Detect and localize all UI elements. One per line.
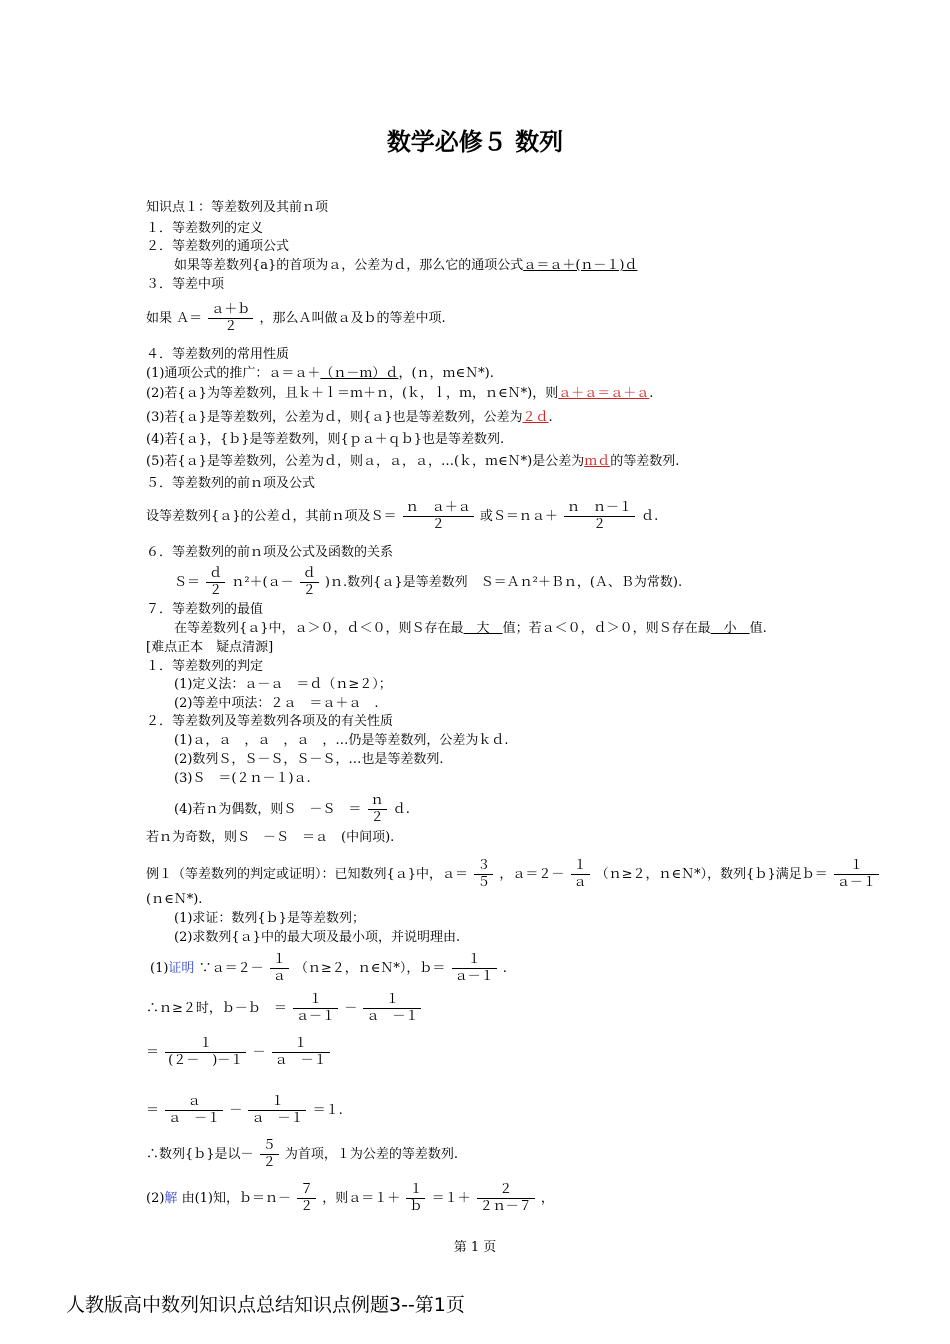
text-line bbox=[146, 454, 679, 470]
numerator: ｎ bbox=[368, 793, 387, 810]
text-span: (4)若ｎ为偶数，则Ｓ －Ｓ ＝ bbox=[174, 802, 362, 817]
answer-blank: ａ＋ａ＝ａ＋ａ bbox=[558, 386, 650, 401]
denominator: ２ bbox=[262, 1155, 276, 1170]
text-span: 值；若ａ＜０，ｄ＞０，则Ｓ存在最 bbox=[502, 621, 711, 636]
fraction bbox=[260, 1138, 279, 1171]
formula-line bbox=[174, 793, 410, 826]
text-line: ６．等差数列的前ｎ项及公式及函数的关系 bbox=[146, 545, 394, 560]
text-span: ＝ bbox=[146, 1045, 160, 1060]
text-span: 为首项，１为公差的等差数列. bbox=[284, 1147, 458, 1162]
text-span: ＝ bbox=[146, 1103, 160, 1118]
text-span: . bbox=[502, 961, 507, 976]
text-line: (2)求数列{ａ}中的最大项及最小项，并说明理由. bbox=[174, 930, 461, 945]
text-line: ７．等差数列的最值 bbox=[146, 602, 264, 617]
fraction bbox=[406, 1182, 425, 1215]
text-span: 如果 Ａ＝ bbox=[146, 311, 203, 326]
formula-line bbox=[146, 1182, 554, 1215]
text-span: Ｓ＝ bbox=[174, 575, 201, 590]
denominator: ａ －１ bbox=[274, 1053, 327, 1068]
text-line: (1)求证：数列{ｂ}是等差数列； bbox=[174, 911, 365, 926]
fraction bbox=[477, 1182, 535, 1215]
text-line: (3)Ｓ ＝(２ｎ－１)ａ. bbox=[174, 771, 311, 786]
denominator: ２ bbox=[593, 517, 607, 532]
text-span: 设等差数列{ａ}的公差ｄ，其前ｎ项及Ｓ＝ bbox=[146, 509, 397, 524]
answer-blank: 小 bbox=[710, 621, 750, 636]
text-line: １．等差数列的定义 bbox=[146, 221, 264, 236]
text-line: (ｎ∈Ｎ*). bbox=[146, 892, 203, 907]
fraction bbox=[403, 500, 474, 533]
text-line bbox=[174, 621, 767, 637]
denominator: ａ －１ bbox=[366, 1009, 419, 1024]
section-heading: 知识点１：等差数列及其前ｎ项 bbox=[146, 200, 329, 215]
answer-blank: （ｎ－ｍ）ｄ bbox=[320, 366, 399, 381]
fraction bbox=[293, 992, 338, 1025]
fraction bbox=[272, 1036, 330, 1069]
answer-blank: ｍｄ bbox=[584, 454, 611, 469]
numerator: １ bbox=[293, 992, 338, 1009]
fraction bbox=[165, 1094, 223, 1127]
text-line: 若ｎ为奇数，则Ｓ －Ｓ ＝ａ (中间项). bbox=[146, 830, 395, 845]
fraction bbox=[452, 952, 497, 985]
text-span: ＝１＋ bbox=[431, 1191, 471, 1206]
text-span: }的首项为ａ，公差为ｄ，那么它的通项公式 bbox=[268, 258, 524, 273]
text-line: ３．等差中项 bbox=[146, 277, 225, 292]
formula-line bbox=[174, 566, 682, 599]
text-span: 如果等差数列{a bbox=[174, 258, 269, 273]
fraction bbox=[270, 952, 289, 985]
formula-line bbox=[146, 858, 881, 891]
text-line bbox=[146, 410, 553, 426]
text-span: (5)若{ａ}是等差数列，公差为ｄ，则ａ，ａ，ａ，…(ｋ，ｍ∈Ｎ*)是公差为 bbox=[146, 454, 585, 469]
numerator: １ bbox=[363, 992, 421, 1009]
text-span: 在等差数列{ａ}中，ａ＞０，ｄ＜０，则Ｓ存在最 bbox=[174, 621, 464, 636]
text-span: 值. bbox=[749, 621, 767, 636]
denominator: ２ｎ－７ bbox=[479, 1199, 532, 1214]
text-span: ，(ｎ，ｍ∈Ｎ*). bbox=[398, 366, 494, 381]
text-line: １．等差数列的判定 bbox=[146, 659, 264, 674]
formula-line bbox=[146, 992, 423, 1025]
formula-line bbox=[146, 1036, 332, 1069]
numerator: ｎ ａ＋ａ bbox=[403, 500, 474, 517]
text-span: ， bbox=[540, 1191, 554, 1206]
text-span: 由(1)知，ｂ＝ｎ－ bbox=[181, 1191, 291, 1206]
page-number: 第 1 页 bbox=[453, 1240, 497, 1255]
text-span: )ｎ.数列{ａ}是等差数列 Ｓ＝Ａｎ²＋Ｂｎ，(Ａ、Ｂ为常数). bbox=[324, 575, 683, 590]
fraction bbox=[363, 992, 421, 1025]
text-span: 例１（等差数列的判定或证明）：已知数列{ａ}中，ａ＝ bbox=[146, 867, 469, 882]
numerator: １ bbox=[452, 952, 497, 969]
text-span: ，ａ＝２－ bbox=[499, 867, 565, 882]
formula-line bbox=[146, 1138, 458, 1171]
denominator: ５ bbox=[477, 875, 491, 890]
denominator: ２ bbox=[370, 810, 384, 825]
numerator: １ bbox=[248, 1094, 306, 1111]
answer-blank: 大 bbox=[463, 621, 503, 636]
denominator: ａ－１ bbox=[454, 969, 494, 984]
numerator: ａ bbox=[165, 1094, 223, 1111]
text-line: (2)数列Ｓ，Ｓ－Ｓ，Ｓ－Ｓ，…也是等差数列. bbox=[174, 752, 444, 767]
text-line: (2)等差中项法：２ａ ＝ａ＋ａ . bbox=[174, 696, 379, 711]
denominator: ａ －１ bbox=[168, 1111, 221, 1126]
text-span: ∵ａ＝２－ bbox=[198, 961, 264, 976]
text-line: (4)若{ａ}，{ｂ}是等差数列，则{ｐａ＋ｑｂ}也是等差数列. bbox=[146, 432, 505, 447]
text-span: － bbox=[229, 1103, 243, 1118]
denominator: ２ bbox=[209, 583, 223, 598]
text-span: ，那么Ａ叫做ａ及ｂ的等差中项. bbox=[259, 311, 446, 326]
text-span: (3)若{ａ}是等差数列，公差为ｄ，则{ａ}也是等差数列，公差为 bbox=[146, 410, 523, 425]
text-line bbox=[146, 366, 494, 382]
numerator: １ bbox=[165, 1036, 246, 1053]
text-line: ２．等差数列的通项公式 bbox=[146, 239, 290, 254]
answer-blank: ａ＝ａ＋(ｎ－１)ｄ bbox=[523, 258, 638, 273]
text-span: － bbox=[344, 1001, 358, 1016]
text-span: ＝１. bbox=[312, 1103, 343, 1118]
text-span: . bbox=[548, 410, 553, 425]
answer-blank: ２ｄ bbox=[522, 410, 549, 425]
text-line: ２．等差数列及等差数列各项及的有关性质 bbox=[146, 714, 394, 729]
text-span: ∴ｎ≥２时，ｂ－ｂ ＝ bbox=[146, 1001, 287, 1016]
numerator: ｄ bbox=[206, 566, 225, 583]
text-line: (1)ａ，ａ ，ａ ，ａ ，…仍是等差数列，公差为ｋｄ. bbox=[174, 733, 509, 748]
text-span: 的等差数列. bbox=[610, 454, 680, 469]
text-line: ４．等差数列的常用性质 bbox=[146, 347, 290, 362]
fraction bbox=[208, 302, 253, 335]
numerator: ２ bbox=[477, 1182, 535, 1199]
numerator: １ bbox=[272, 1036, 330, 1053]
denominator: (２－ )－１ bbox=[168, 1053, 244, 1068]
text-line bbox=[174, 258, 637, 274]
formula-line bbox=[146, 1094, 343, 1127]
fraction bbox=[300, 566, 319, 599]
fraction bbox=[297, 1182, 316, 1215]
formula-line bbox=[150, 952, 507, 985]
numerator: ｎ ｎ－１ bbox=[564, 500, 635, 517]
fraction bbox=[206, 566, 225, 599]
numerator: １ bbox=[406, 1182, 425, 1199]
text-span: （ｎ≥２，ｎ∈Ｎ*），ｂ＝ bbox=[294, 961, 446, 976]
text-span: (2) bbox=[146, 1191, 165, 1206]
numerator: １ bbox=[834, 858, 879, 875]
fraction bbox=[564, 500, 635, 533]
text-span: ∴数列{ｂ}是以－ bbox=[146, 1147, 254, 1162]
denominator: ２ bbox=[224, 319, 238, 334]
footer-caption: 人教版高中数列知识点总结知识点例题3--第1页 bbox=[66, 1294, 465, 1316]
text-span: ｎ²＋(ａ－ bbox=[231, 575, 294, 590]
numerator: １ bbox=[270, 952, 289, 969]
text-line: [难点正本 疑点清源] bbox=[146, 640, 274, 655]
text-line: (1)定义法：ａ－ａ ＝ｄ（ｎ≥２）； bbox=[174, 677, 392, 692]
denominator: ａ bbox=[272, 969, 286, 984]
numerator: ｄ bbox=[300, 566, 319, 583]
numerator: ５ bbox=[260, 1138, 279, 1155]
text-line bbox=[146, 386, 653, 402]
fraction bbox=[165, 1036, 246, 1069]
denominator: ａ－１ bbox=[836, 875, 876, 890]
solution-label: 解 bbox=[164, 1191, 178, 1206]
denominator: ａ －１ bbox=[251, 1111, 304, 1126]
numerator: ３ bbox=[474, 858, 493, 875]
proof-label: 证明 bbox=[168, 961, 195, 976]
text-span: ｄ. bbox=[392, 802, 410, 817]
fraction bbox=[571, 858, 590, 891]
fraction bbox=[248, 1094, 306, 1127]
numerator: ７ bbox=[297, 1182, 316, 1199]
fraction bbox=[834, 858, 879, 891]
denominator: ａ－１ bbox=[296, 1009, 336, 1024]
text-line: ５．等差数列的前ｎ项及公式 bbox=[146, 476, 316, 491]
text-span: (1) bbox=[150, 961, 169, 976]
text-span: ，则ａ＝１＋ bbox=[322, 1191, 401, 1206]
text-span: － bbox=[252, 1045, 266, 1060]
numerator: ａ＋ｂ bbox=[208, 302, 253, 319]
denominator: ｂ bbox=[409, 1199, 423, 1214]
fraction bbox=[368, 793, 387, 826]
denominator: ａ bbox=[573, 875, 587, 890]
document-title: 数学必修５ 数列 bbox=[386, 128, 564, 156]
text-span: (2)若{ａ}为等差数列，且ｋ＋ｌ＝ｍ＋ｎ，(ｋ，ｌ，ｍ，ｎ∈Ｎ*)，则 bbox=[146, 386, 559, 401]
formula-line bbox=[146, 500, 658, 533]
fraction bbox=[474, 858, 493, 891]
text-span: （ｎ≥２，ｎ∈Ｎ*），数列{ｂ}满足ｂ＝ bbox=[595, 867, 828, 882]
formula-line bbox=[146, 302, 446, 335]
numerator: １ bbox=[571, 858, 590, 875]
denominator: ２ bbox=[431, 517, 445, 532]
denominator: ２ bbox=[302, 583, 316, 598]
text-span: (1)通项公式的推广：ａ＝ａ＋ bbox=[146, 366, 321, 381]
denominator: ２ bbox=[300, 1199, 314, 1214]
text-span: ｄ. bbox=[641, 509, 659, 524]
text-span: 或Ｓ＝ｎａ＋ bbox=[479, 509, 558, 524]
text-span: . bbox=[649, 386, 654, 401]
